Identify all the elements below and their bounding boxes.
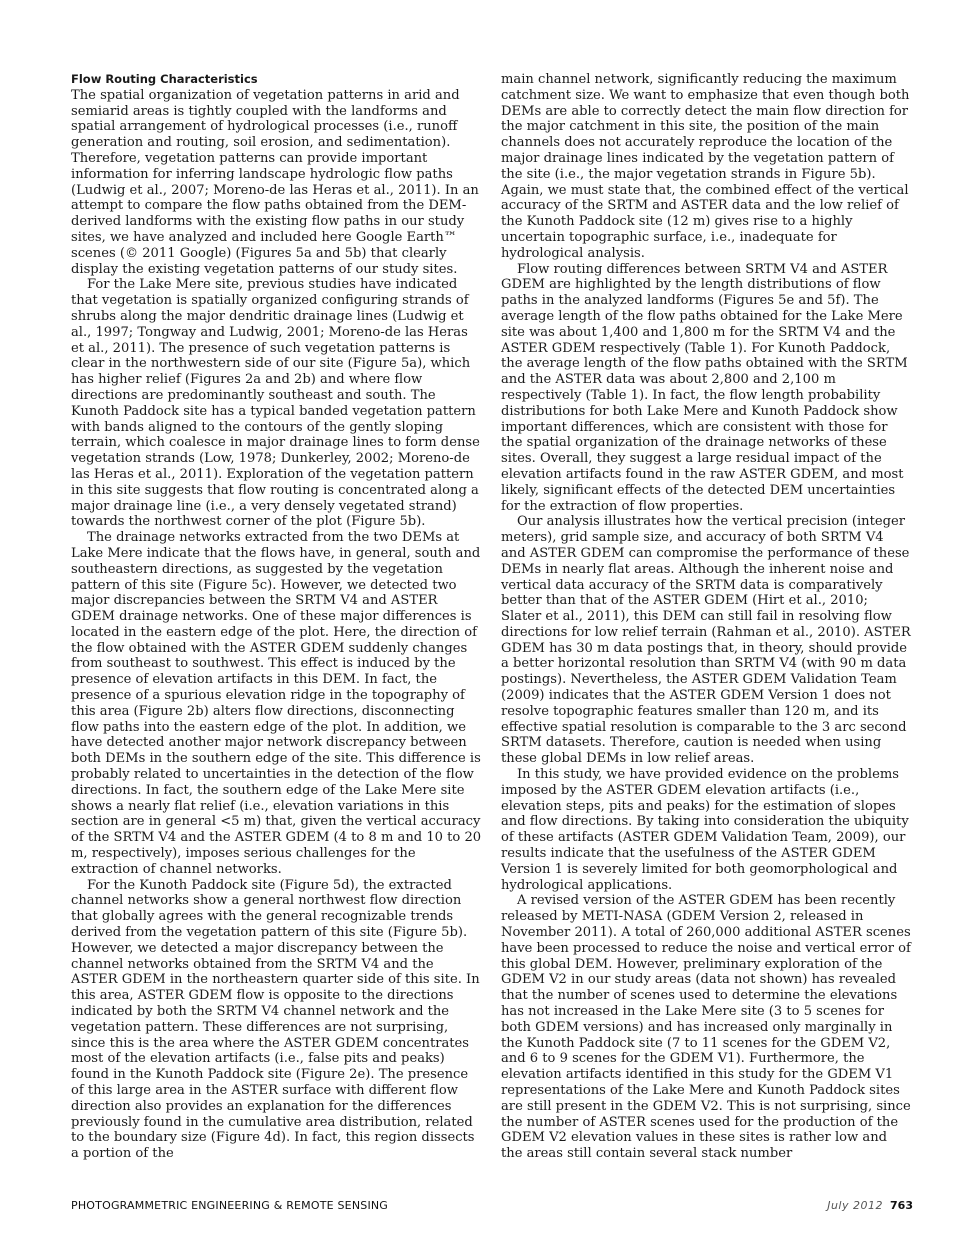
paragraph: The drainage networks extracted from the two DEMs at Lake Mere indicate that the flows have, in general, south and southeastern directions, as suggested by the vegetation pattern of this site (Figure 5c). However, we detected two major discrepancies between the SRTM V4 and ASTER GDEM drainage networks. One of these major differences is located in the eastern edge of the plot. Here, the direction of the flow obtained with the ASTER GDEM suddenly changes from southeast to southwest. This effect is induced by the presence of elevation artifacts in this DEM. In fact, the presence of a spurious elevation ridge in the topography of this area (Figure 2b) alters flow directions, disconnecting flow paths into the eastern edge of the plot. In addition, we have detected another major network discrepancy between both DEMs in the southern edge of the site. This difference is probably related to uncertainties in the detection of the flow directions. In fact, the southern edge of the Lake Mere site shows a nearly flat relief (i.e., elevation variations in this section are in general <5 m) that, given the vertical accuracy of the SRTM V4 and the ASTER GDEM (4 to 8 m and 10 to 20 m, respectively), imposes serious challenges for the extraction of channel networks.	[71, 530, 482, 877]
paragraph: For the Kunoth Paddock site (Figure 5d), the extracted channel networks show a general northwest flow direction that globally agrees with the general recognizable trends derived from the vegetation pattern of this site (Figure 5b). However, we detected a major discrepancy between the channel networks obtained from the SRTM V4 and the ASTER GDEM in the northeastern quarter side of this site. In this area, ASTER GDEM flow is opposite to the directions indicated by both the SRTM V4 channel network and the vegetation pattern. These differences are not surprising, since this is the area where the ASTER GDEM concentrates most of the elevation artifacts (i.e., false pits and peaks) found in the Kunoth Paddock site (Figure 2e). The presence of this large area in the ASTER surface with different flow direction also provides an explanation for the differences previously found in the cumulative area distribution, related to the boundary size (Figure 4d). In fact, this region dissects a portion of the	[71, 877, 480, 1162]
issue-date: July 2012	[827, 1199, 883, 1212]
page-number: 763	[890, 1199, 913, 1212]
paragraph: A revised version of the ASTER GDEM has been recently released by METI-NASA (GDEM Version 2, released in November 2011). A total of 260,000 additional ASTER scenes have been processed to reduce the noise and vertical error of this global DEM. However, preliminary exploration of the GDEM V2 in our study areas (data not shown) has revealed that the number of scenes used to determine the elevations has not increased in the Lake Mere site (3 to 5 scenes for both GDEM versions) and has increased only marginally in the Kunoth Paddock site (7 to 11 scenes for the GDEM V2, and 6 to 9 scenes for the GDEM V1). Furthermore, the elevation artifacts identified in this study for the GDEM V1 representations of the Lake Mere and Kunoth Paddock sites are still present in the GDEM V2. This is not surprising, since the number of ASTER scenes used for the production of the GDEM V2 elevation values in these sites is rather low and the areas still contain several stack number	[501, 893, 911, 1162]
paragraph: Flow routing differences between SRTM V4 and ASTER GDEM are highlighted by the length distributions of flow paths in the analyzed landforms (Figures 5e and 5f). The average length of the flow paths obtained for the Lake Mere site was about 1,400 and 1,800 m for the SRTM V4 and the ASTER GDEM respectively (Table 1). For Kunoth Paddock, the average length of the flow paths obtained with the SRTM and the ASTER data was about 2,800 and 2,100 m respectively (Table 1). In fact, the flow length probability distributions for both Lake Mere and Kunoth Paddock show important differences, which are consistent with those for the spatial organization of the drainage networks of these sites. Overall, they suggest a large residual impact of the elevation artifacts found in the raw ASTER GDEM, and most likely, significant effects of the detected DEM uncertainties for the extraction of flow properties.	[501, 261, 908, 514]
section-heading: Flow Routing Characteristics	[71, 72, 258, 86]
paragraph: In this study, we have provided evidence on the problems imposed by the ASTER GDEM elevation artifacts (i.e., elevation steps, pits and peaks) for the estimation of slopes and flow directions. By taking into consideration the ubiquity of these artifacts (ASTER GDEM Validation Team, 2009), our results indicate that the usefulness of the ASTER GDEM Version 1 is severely limited for both geomorphological and hydrological applications.	[501, 767, 909, 893]
paragraph: main channel network, significantly reducing the maximum catchment size. We want to emphasize that even though both DEMs are able to correctly detect the main flow direction for the major catchment in this site, the position of the main channels does not accurately reproduce the location of the major drainage lines indicated by the vegetation pattern of the site (i.e., the major vegetation strands in Figure 5b). Again, we must state that, the combined effect of the vertical accuracy of the SRTM and ASTER data and the low relief of the Kunoth Paddock site (12 m) gives rise to a highly uncertain topographic surface, i.e., inadequate for hydrological analysis.	[501, 72, 910, 261]
right-column	[501, 72, 912, 1162]
journal-name: PHOTOGRAMMETRIC ENGINEERING & REMOTE SENSING	[71, 1199, 389, 1212]
paragraph: For the Lake Mere site, previous studies have indicated that vegetation is spatially organized configuring strands of shrubs along the major dendritic drainage lines (Ludwig et al., 1997; Tongway and Ludwig, 2001; Moreno-de las Heras et al., 2011). The presence of such vegetation patterns is clear in the northwestern side of our site (Figure 5a), which has higher relief (Figures 2a and 2b) and where flow directions are predominantly southeast and south. The Kunoth Paddock site has a typical banded vegetation pattern with bands aligned to the contours of the gently sloping terrain, which coalesce in major drainage lines to form dense vegetation strands (Low, 1978; Dunkerley, 2002; Moreno-de las Heras et al., 2011). Exploration of the vegetation pattern in this site suggests that flow routing is concentrated along a major drainage line (i.e., a very densely vegetated strand) towards the northwest corner of the plot (Figure 5b).	[71, 277, 480, 530]
paragraph: Our analysis illustrates how the vertical precision (integer meters), grid sample size, and accuracy of both SRTM V4 and ASTER GDEM can compromise the performance of these DEMs in nearly flat areas. Although the inherent noise and vertical data accuracy of the SRTM data is comparatively better than that of the ASTER GDEM (Hirt et al., 2010; Slater et al., 2011), this DEM can still fail in resolving flow directions for low relief terrain (Rahman et al., 2010). ASTER GDEM has 30 m data postings that, in theory, should provide a better horizontal resolution than SRTM V4 (with 90 m data postings). Nevertheless, the ASTER GDEM Validation Team (2009) indicates that the ASTER GDEM Version 1 does not resolve topographic features smaller than 120 m, and its effective spatial resolution is comparable to the 3 arc second SRTM datasets. Therefore, caution is needed when using these global DEMs in low relief areas.	[501, 514, 911, 767]
paragraph: The spatial organization of vegetation patterns in arid and semiarid areas is tightly coupled with the landforms and spatial arrangement of hydrological processes (i.e., runoff generation and routing, soil erosion, and sedimentation). Therefore, vegetation patterns can provide important information for inferring landscape hydrologic flow paths (Ludwig et al., 2007; Moreno-de las Heras et al., 2011). In an attempt to compare the flow paths obtained from the DEM-derived landforms with the existing flow paths in our study sites, we have analyzed and included here Google Earth™ scenes (© 2011 Google) (Figures 5a and 5b) that clearly display the existing vegetation patterns of our study sites.	[71, 87, 479, 277]
page-footer	[71, 1199, 913, 1217]
left-column	[71, 72, 482, 1162]
